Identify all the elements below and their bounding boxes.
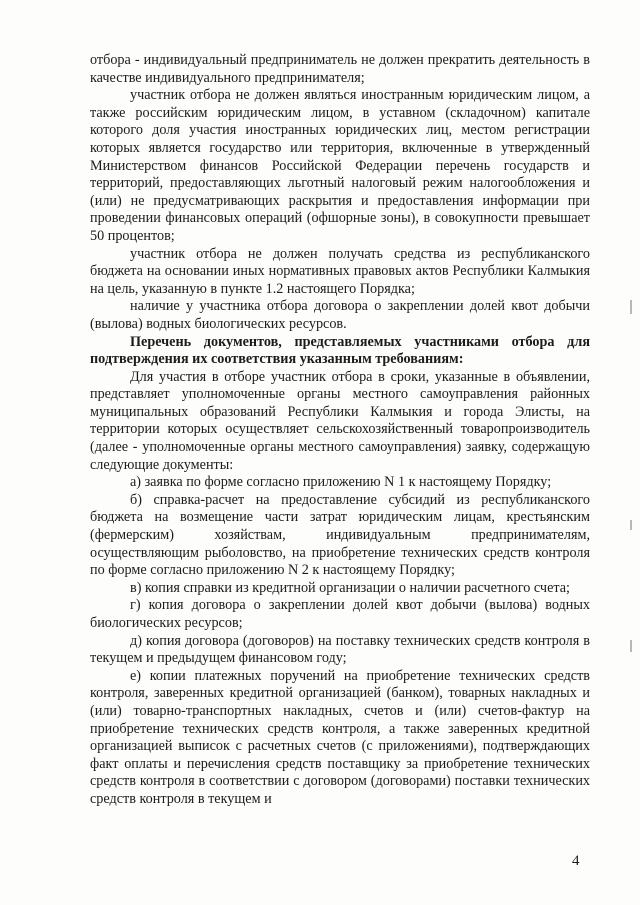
list-item-b: б) справка-расчет на предоставление субсидий из республиканского бюджета на возмещение части затрат юридическим лицам, крестьянским (фермерским) хозяйствам, индивидуальным предпринимателям, осуществляющим рыболовство, на приобретение технических средств контроля по форме согласно приложению N 2 к настоящему Порядку; [90,491,590,579]
list-item-d: г) копия договора о закреплении долей квот добычи (вылова) водных биологических ресурсов; [90,597,590,631]
list-item-f: е) копии платежных поручений на приобретение технических средств контроля, заверенных кредитной организацией (банком), товарных накладных и (или) товарно-транспортных накладных, счетов и (или) счетов-фактур на приобретение технических средств контроля, а также заверенных кредитной организацией выписок с расчетных счетов (с приложениями), подтверждающих факт оплаты и перечисления средств поставщику за приобретение технических средств контроля в соответствии с договором (договорами) поставки технических средств контроля в текущем и [90,667,590,807]
paragraph-foreign-entity-requirement: участник отбора не должен являться иностранным юридическим лицом, а также российским юридическим лицом, в уставном (складочном) капитале которого доля участия иностранных юридических лиц, местом регистрации которых является государство или территория, включенные в утвержденный Министерством финансов Российской Федерации перечень государств и территорий, предоставляющих льготный налоговый режим налогообложения и (или) не предусматривающих раскрытия и предоставления информации при проведении финансовых операций (офшорные зоны), в совокупности превышает 50 процентов; [90,87,590,244]
paragraph-quota-agreement-requirement: наличие у участника отбора договора о закреплении долей квот добычи (вылова) водных биологических ресурсов. [90,298,590,332]
paragraph-requirement-continuation: отбора - индивидуальный предприниматель не должен прекратить деятельность в качестве индивидуального предпринимателя; [90,52,590,86]
paragraph-application-submission: Для участия в отборе участник отбора в сроки, указанные в объявлении, представляет уполномоченные органы местного самоуправления районных муниципальных образований Республики Калмыкия и города Элисты, на территории которых осуществляет сельскохозяйственный товаропроизводитель (далее - уполномоченные органы местного самоуправления) заявку, содержащую следующие документы: [90,368,590,473]
scan-artifact-mark [630,300,632,314]
scan-artifact-mark [630,520,632,530]
paragraph-other-funding-requirement: участник отбора не должен получать средства из республиканского бюджета на основании иных нормативных правовых актов Республики Калмыкия на цель, указанную в пункте 1.2 настоящего Порядка; [90,245,590,297]
section-heading-documents-list: Перечень документов, представляемых участниками отбора для подтверждения их соответствия указанным требованиям: [90,333,590,368]
page-number: 4 [572,853,580,869]
list-item-a: а) заявка по форме согласно приложению N 1 к настоящему Порядку; [130,474,552,491]
list-item-c: в) копия справки из кредитной организации о наличии расчетного счета; [130,579,570,596]
scan-artifact-mark [630,640,632,652]
list-item-e: д) копия договора (договоров) на поставку технических средств контроля в текущем и предыдущем финансовом году; [90,632,590,667]
document-body [90,52,590,809]
